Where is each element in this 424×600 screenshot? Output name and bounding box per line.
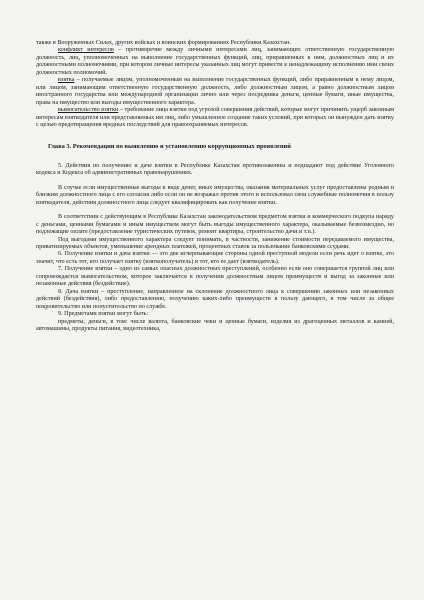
definition-text: – требование лица взятки под угрозой совершения действий, которые могут причинить ущерб законным интересам взяткодателя или представляемых им лиц, либо умышленное создание таких условий, при которых он вынужден дать взятку с целью предотвращения вредных последствий для правоохраняемых интересов.: [36, 107, 394, 128]
definition-term: взятка: [58, 77, 75, 84]
definition-text: – получаемые лицом, уполномоченным на выполнение государственных функций, либо приравненным к нему лицом, или лицом, занимающим ответственную государственную должность, либо должностным лицом, а равно должностным лицом иностранного государства или международной организации лично или через посредника деньги, ценные бумаги, иные имущества, права на имущество или выгоды имущественного характера.: [36, 77, 394, 106]
definition-text: – противоречие между личными интересами лиц, занимающих ответственную государственную должность, лиц, уполномоченных на выполнение государственных функций, лиц, приравненных к ним, должностных лиц и их должностными полномочиями, при котором личные интересы указанных лиц могут привести к ненадлежащему исполнению ими своих должностных полномочий.: [36, 47, 394, 76]
definition-conflict-of-interest: [36, 47, 394, 77]
paragraph: В случае если имущественные выгоды в виде денег, иных имущества, оказания материальных услуг предоставлены родным и близким должностного лица с его согласия либо если он не возражал против этого и использовал свои служебные полномочия в пользу взяткодателя, действия должностного лица следует квалифицировать как получение взятки.: [36, 184, 394, 206]
chapter-title: Глава 3. Рекомендации по выявлению и установлению коррупционных проявлений: [48, 143, 291, 151]
paragraph: 5. Действия по получению и даче взятки в Республике Казахстан противозаконны и подпадают под действие Уголовного кодекса и Кодекса об административных правонарушениях.: [36, 162, 394, 177]
paragraph: 8. Дача взятки – преступление, направленное на склонение должностного лица к совершению законных или незаконных действий (бездействия), либо предоставлению, получению каких-либо преимуществ в пользу дающего, в том числе за общее покровительство или попустительство по службе.: [36, 288, 394, 310]
document-body: [36, 40, 394, 333]
definition-term: конфликт интересов: [58, 47, 114, 54]
definition-term: вымогательство взятки: [58, 107, 119, 114]
paragraph: предметы, деньги, в том: числе валюта, банковские чеки и ценные бумаги, изделия из драгоценных металлов и камней, автомашины, продукты питания, видеотехника,: [36, 318, 394, 332]
intro-line: также в Вооруженных Силах, других войсках и воинских формированиях Республики Казахстан.: [36, 40, 291, 46]
definition-bribe-extortion: [36, 107, 394, 129]
paragraph: 6. Получение взятки и дача взятки — это две исчерпывающие стороны одной преступной модели если речь идет о взятке, это значит, что есть тот, кто получает взятку (взяткополучатель) и тот, кто ее дает (взяткодатель).: [36, 251, 394, 265]
paragraph: 7. Получение взятки – одно из самых опасных должностных преступлений, особенно если оно совершается группой лиц или сопровождается вымогательством, которое заключается в получении должностным лицом преимуществ и выгод за законные или незаконные действия (бездействие).: [36, 266, 394, 288]
paragraph: Под выгодами имущественного характера следует понимать, в частности, занижение стоимости передаваемого имущества, приватизируемых объектов, уменьшение арендных платежей, процентных ставок за пользование банковскими ссудами.: [36, 236, 394, 251]
paragraph-spacer: [36, 178, 394, 185]
paragraph: В соответствии с действующим в Республике Казахстан законодательством предметом взятки и коммерческого подкупа наряду с деньгами, ценными бумагами и иным имуществом могут быть выгоды имущественного характера, оказываемые безвозмездно, но подлежащие оплате (предоставление туристических путевок, ремонт квартиры, строительство дачи и т.п.).: [36, 214, 394, 236]
definition-bribe: [36, 77, 394, 107]
paragraph: 9. Предметами взятки могут быть:: [58, 311, 149, 318]
